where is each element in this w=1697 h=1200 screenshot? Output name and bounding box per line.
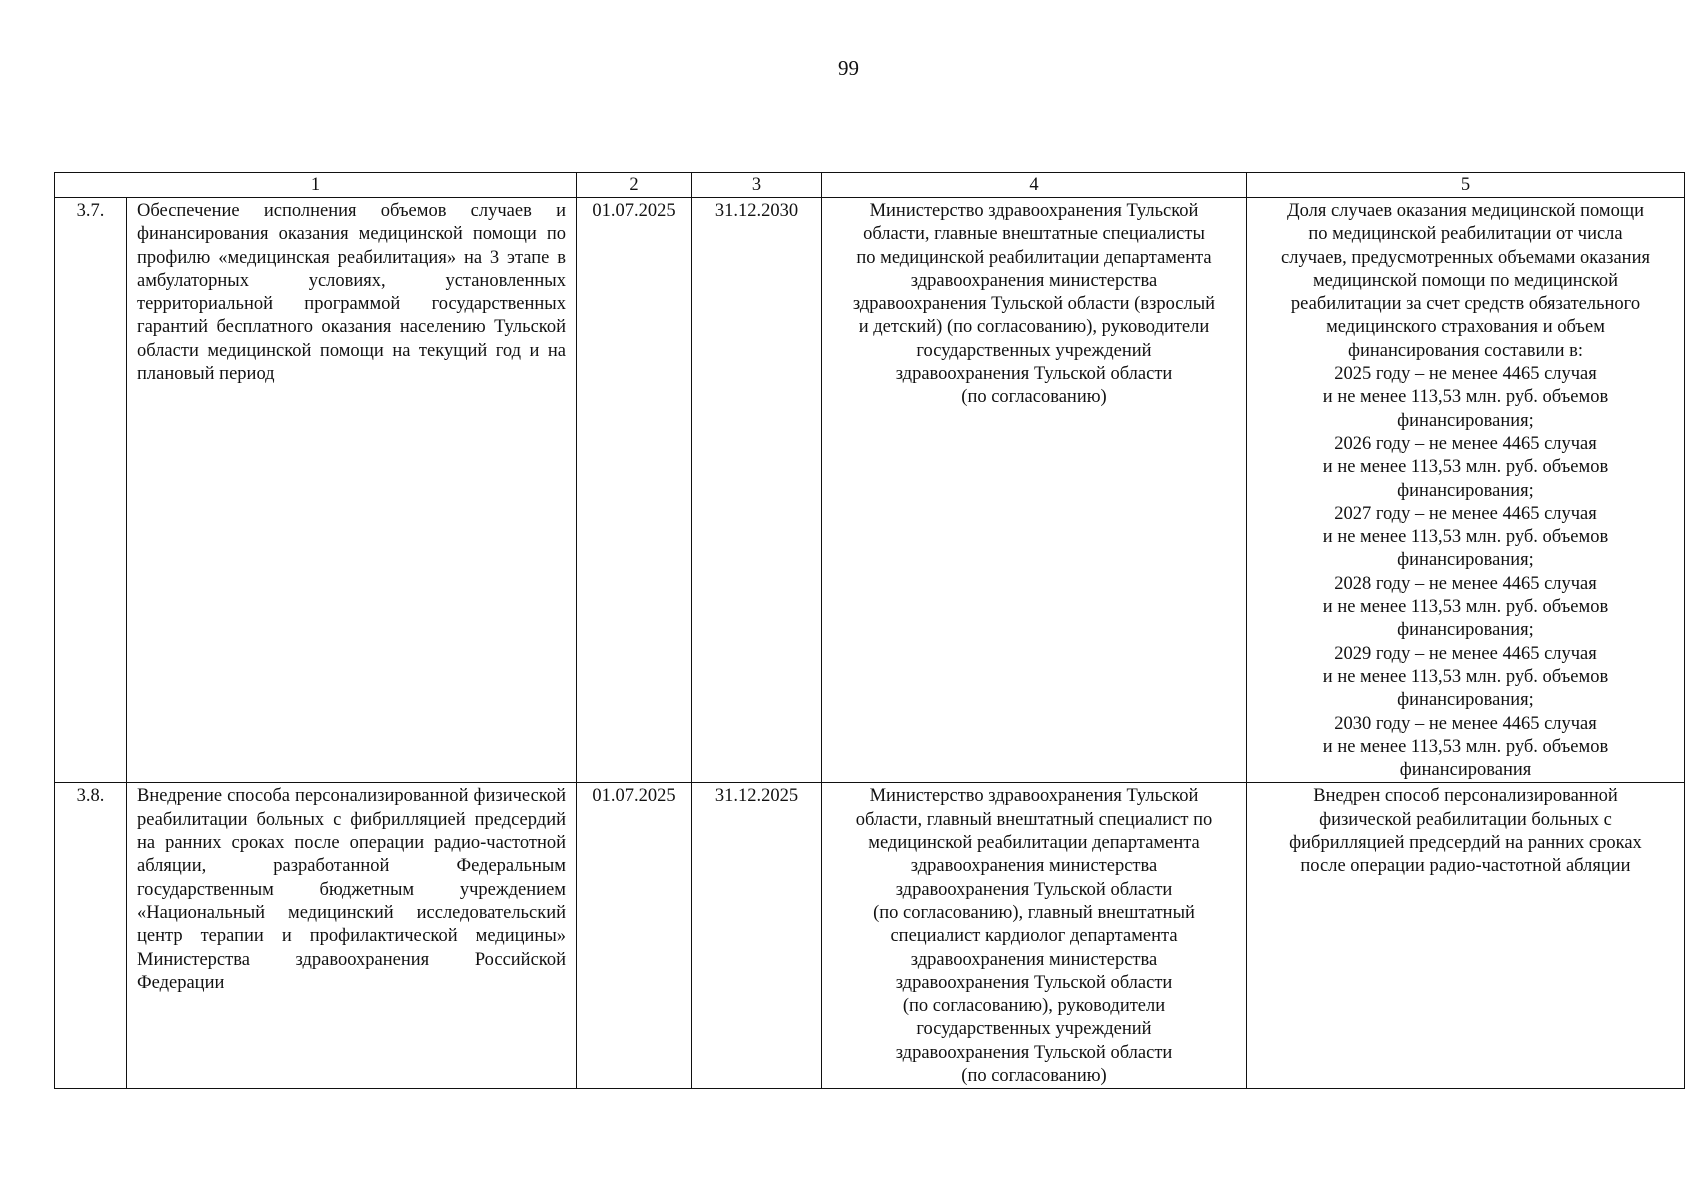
result-line: Внедрен способ персонализированной [1313, 786, 1618, 807]
start-date-cell: 01.07.2025 [577, 198, 692, 783]
executors-line: здравоохранения Тульской области (взрослый [852, 294, 1216, 315]
result-line: физической реабилитации больных с [1319, 809, 1612, 830]
row-number-cell: 3.7. [55, 198, 127, 783]
result-line: финансирования составили в: [1347, 340, 1584, 361]
result-line: 2025 году – не менее 4465 случая [1334, 364, 1597, 385]
result-line: и не менее 113,53 млн. руб. объемов [1322, 527, 1609, 548]
result-line: по медицинской реабилитации от числа [1308, 224, 1623, 245]
result-line: 2027 году – не менее 4465 случая [1334, 503, 1597, 524]
executors-line: (по согласованию) [961, 387, 1107, 408]
executors-line: специалист кардиолог департамента [890, 926, 1178, 947]
executors-line: здравоохранения Тульской области [895, 879, 1173, 900]
executors-cell [822, 783, 1247, 1089]
executors-line: (по согласованию), главный внештатный [873, 902, 1195, 923]
activity-description-cell: Внедрение способа персонализированной физической реабилитации больных с фибрилляцией предсердий на ранних сроках после операции радио-частотной абляции, разработанной Федеральным государственным бюджетным учреждением «Национальный медицинский исследовательский центр терапии и профилактической медицины» Министерства здравоохранения Российской Федерации [127, 783, 577, 1089]
activity-description-cell: Обеспечение исполнения объемов случаев и финансирования оказания медицинской помощи по профилю «медицинская реабилитация» на 3 этапе в амбулаторных условиях, установленных территориальной программой государственных гарантий бесплатного оказания населению Тульской области медицинской помощи на текущий год и на плановый период [127, 198, 577, 783]
executors-line: государственных учреждений [916, 1019, 1152, 1040]
executors-line: здравоохранения Тульской области [895, 972, 1173, 993]
header-cell-col-3: 3 [692, 173, 822, 198]
result-line: финансирования; [1397, 550, 1534, 571]
executors-line: области, главный внештатный специалист по [855, 809, 1213, 830]
result-line: 2030 году – не менее 4465 случая [1334, 713, 1597, 734]
header-cell-col-5: 5 [1247, 173, 1685, 198]
result-line: и не менее 113,53 млн. руб. объемов [1322, 457, 1609, 478]
result-line: фибрилляцией предсердий на ранних сроках [1289, 833, 1642, 854]
header-cell-col-4: 4 [822, 173, 1247, 198]
executors-line: медицинской реабилитации департамента [868, 833, 1200, 854]
result-cell [1247, 783, 1685, 1089]
executors-line: Министерство здравоохранения Тульской [869, 201, 1199, 221]
executors-line: здравоохранения Тульской области [895, 1042, 1173, 1063]
result-line: 2028 году – не менее 4465 случая [1334, 573, 1597, 594]
result-cell [1247, 198, 1685, 783]
executors-line: области, главные внештатные специалисты [863, 224, 1205, 245]
end-date-cell: 31.12.2025 [692, 783, 822, 1089]
executors-line: (по согласованию), руководители [902, 996, 1166, 1017]
table-row [55, 198, 1685, 783]
result-line: медицинского страхования и объем [1326, 317, 1605, 338]
result-line: 2029 году – не менее 4465 случая [1334, 643, 1597, 664]
executors-line: Министерство здравоохранения Тульской [869, 786, 1199, 807]
result-line: и не менее 113,53 млн. руб. объемов [1322, 597, 1609, 618]
start-date-cell: 01.07.2025 [577, 783, 692, 1089]
table-row [55, 783, 1685, 1089]
executors-line: здравоохранения Тульской области [895, 364, 1173, 385]
result-line: медицинской помощи по медицинской [1312, 270, 1619, 291]
page-number: 99 [838, 56, 859, 80]
end-date-cell: 31.12.2030 [692, 198, 822, 783]
result-line: финансирования [1399, 760, 1532, 781]
result-line: Доля случаев оказания медицинской помощи [1286, 201, 1645, 221]
result-line: и не менее 113,53 млн. руб. объемов [1322, 736, 1609, 757]
result-line: случаев, предусмотренных объемами оказания [1281, 247, 1650, 268]
header-cell-col-2: 2 [577, 173, 692, 198]
executors-line: государственных учреждений [916, 340, 1152, 361]
result-line: реабилитации за счет средств обязательного [1290, 294, 1641, 315]
executors-line: здравоохранения министерства [910, 856, 1158, 877]
result-line: и не менее 113,53 млн. руб. объемов [1322, 387, 1609, 408]
activities-table [54, 172, 1685, 1089]
header-cell-col-1: 1 [55, 173, 577, 198]
executors-line: (по согласованию) [961, 1065, 1107, 1086]
result-line: финансирования; [1397, 620, 1534, 641]
result-line: и не менее 113,53 млн. руб. объемов [1322, 666, 1609, 687]
table-header-row [55, 173, 1685, 198]
executors-line: и детский) (по согласованию), руководители [858, 317, 1210, 338]
row-number-cell: 3.8. [55, 783, 127, 1089]
result-line: финансирования; [1397, 690, 1534, 711]
executors-line: здравоохранения министерства [910, 949, 1158, 970]
executors-line: здравоохранения министерства [910, 270, 1158, 291]
executors-cell [822, 198, 1247, 783]
result-line: 2026 году – не менее 4465 случая [1334, 433, 1597, 454]
result-line: финансирования; [1397, 410, 1534, 431]
result-line: после операции радио-частотной абляции [1300, 856, 1631, 877]
executors-line: по медицинской реабилитации департамента [856, 247, 1212, 268]
result-line: финансирования; [1397, 480, 1534, 501]
